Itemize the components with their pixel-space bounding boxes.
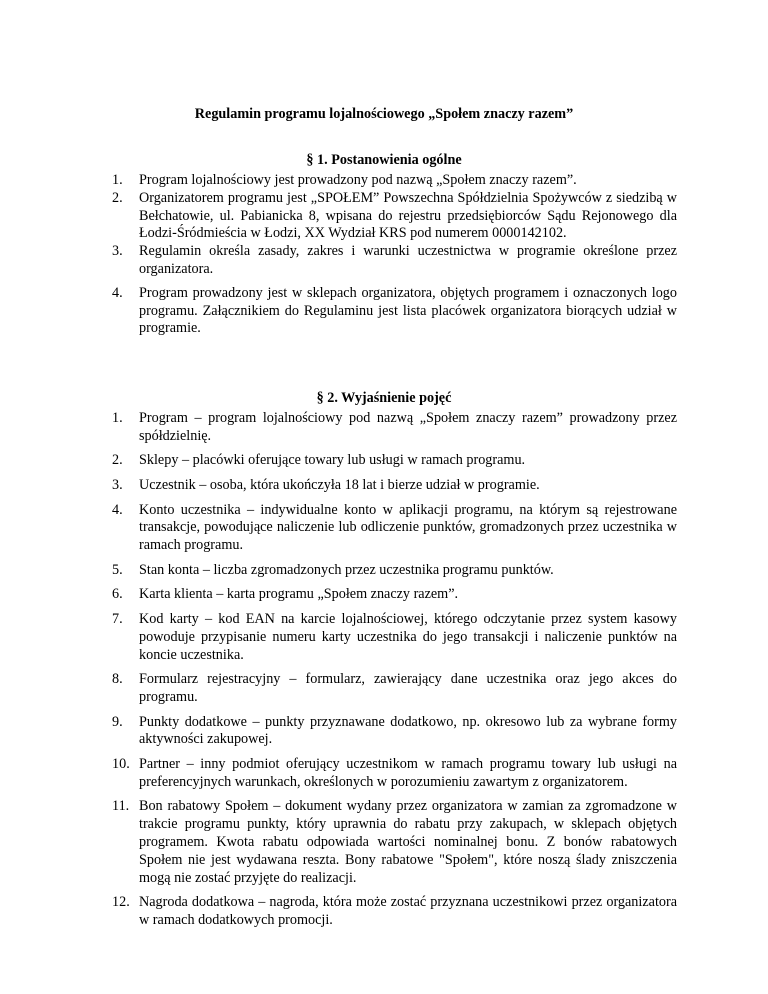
- list-item: [0, 756, 768, 792]
- list-item: [0, 410, 768, 446]
- item-text: Program prowadzony jest w sklepach organizatora, objętych programem i oznaczonych logo programu. Załącznikiem do Regulaminu jest lista placówek organizatora biorących udział w programie.: [139, 284, 677, 337]
- item-number: 3.: [112, 476, 123, 493]
- list-item: [0, 586, 768, 604]
- item-text: Konto uczestnika – indywidualne konto w aplikacji programu, na którym są rejestrowane transakcje, powodujące naliczenie lub odliczenie punktów, gromadzonych przez uczestnika w ramach programu.: [139, 501, 677, 554]
- item-text: Stan konta – liczba zgromadzonych przez uczestnika programu punktów.: [139, 561, 554, 578]
- list-item: [0, 714, 768, 750]
- definitions-list: [0, 410, 768, 930]
- document-title: Regulamin programu lojalnościowego „Społem znaczy razem”: [194, 106, 574, 122]
- list-item: [0, 502, 768, 555]
- item-text: Organizatorem programu jest „SPOŁEM” Powszechna Spółdzielnia Spożywców z siedzibą w Bełchatowie, ul. Pabianicka 8, wpisana do rejestru przedsiębiorców Sądu Rejonowego dla Łodzi-Śródmieścia w Łodzi, XX Wydział KRS pod numerem 0000142102.: [139, 189, 677, 242]
- list-item: [0, 562, 768, 580]
- list-item: [0, 477, 768, 495]
- list-item: [0, 611, 768, 664]
- item-number: 9.: [112, 713, 123, 730]
- item-text: Kod karty – kod EAN na karcie lojalnościowej, którego odczytanie przez system kasowy powoduje przypisanie numeru karty uczestnika do jego transakcji i naliczenie punktów na koncie uczestnika.: [139, 610, 677, 663]
- item-text: Punkty dodatkowe – punkty przyznawane dodatkowo, np. okresowo lub za wybrane formy aktywności zakupowej.: [139, 713, 677, 748]
- item-number: 1.: [112, 172, 123, 188]
- list-item: [0, 243, 768, 279]
- item-text: Program lojalnościowy jest prowadzony pod nazwą „Społem znaczy razem”.: [139, 172, 577, 188]
- item-text: Bon rabatowy Społem – dokument wydany przez organizatora w zamian za zgromadzone w trakcie programu punkty, który uprawnia do rabatu przy zakupach, w sklepach objętych programem. Kwota rabatu odpowiada wartości nominalnej bonu. Z bonów rabatowych Społem nie jest wydawana reszta. Bony rabatowe "Społem", które noszą ślady zniszczenia mogą nie zostać przyjęte do realizacji.: [139, 798, 677, 886]
- item-text: Regulamin określa zasady, zakres i warunki uczestnictwa w programie określone przez organizatora.: [139, 243, 677, 277]
- item-number: 11.: [112, 798, 130, 815]
- list-item: [0, 452, 768, 470]
- item-number: 12.: [112, 894, 130, 911]
- item-text: Partner – inny podmiot oferujący uczestnikom w ramach programu towary lub usługi na preferencyjnych warunkach, określonych w porozumieniu zawartym z organizatorem.: [139, 755, 677, 790]
- list-item: [0, 671, 768, 707]
- list-item: [0, 172, 768, 190]
- section-heading-general-provisions: § 1. Postanowienia ogólne: [306, 152, 462, 168]
- item-number: 6.: [112, 586, 123, 603]
- item-number: 10.: [112, 755, 130, 772]
- item-number: 7.: [112, 610, 123, 627]
- item-number: 1.: [112, 410, 123, 426]
- item-text: Formularz rejestracyjny – formularz, zawierający dane uczestnika oraz jego akces do programu.: [139, 671, 677, 705]
- section-heading-definitions: § 2. Wyjaśnienie pojęć: [316, 390, 452, 406]
- list-item: [0, 894, 768, 930]
- item-number: 2.: [112, 189, 123, 206]
- item-number: 4.: [112, 501, 123, 518]
- list-item: [0, 285, 768, 338]
- item-number: 3.: [112, 243, 123, 260]
- item-number: 4.: [112, 284, 123, 301]
- item-text: Karta klienta – karta programu „Społem znaczy razem”.: [139, 586, 459, 603]
- item-text: Uczestnik – osoba, która ukończyła 18 lat i bierze udział w programie.: [139, 476, 540, 493]
- item-text: Nagroda dodatkowa – nagroda, która może zostać przyznana uczestnikowi przez organizatora w ramach dodatkowych promocji.: [139, 894, 677, 928]
- item-text: Sklepy – placówki oferujące towary lub usługi w ramach programu.: [139, 452, 526, 469]
- item-number: 2.: [112, 452, 123, 469]
- item-number: 8.: [112, 671, 123, 688]
- general-provisions-list: [0, 172, 768, 338]
- list-item: [0, 798, 768, 887]
- list-item: [0, 190, 768, 243]
- item-text: Program – program lojalnościowy pod nazwą „Społem znaczy razem” prowadzony przez spółdzielnię.: [139, 410, 677, 444]
- item-number: 5.: [112, 561, 123, 578]
